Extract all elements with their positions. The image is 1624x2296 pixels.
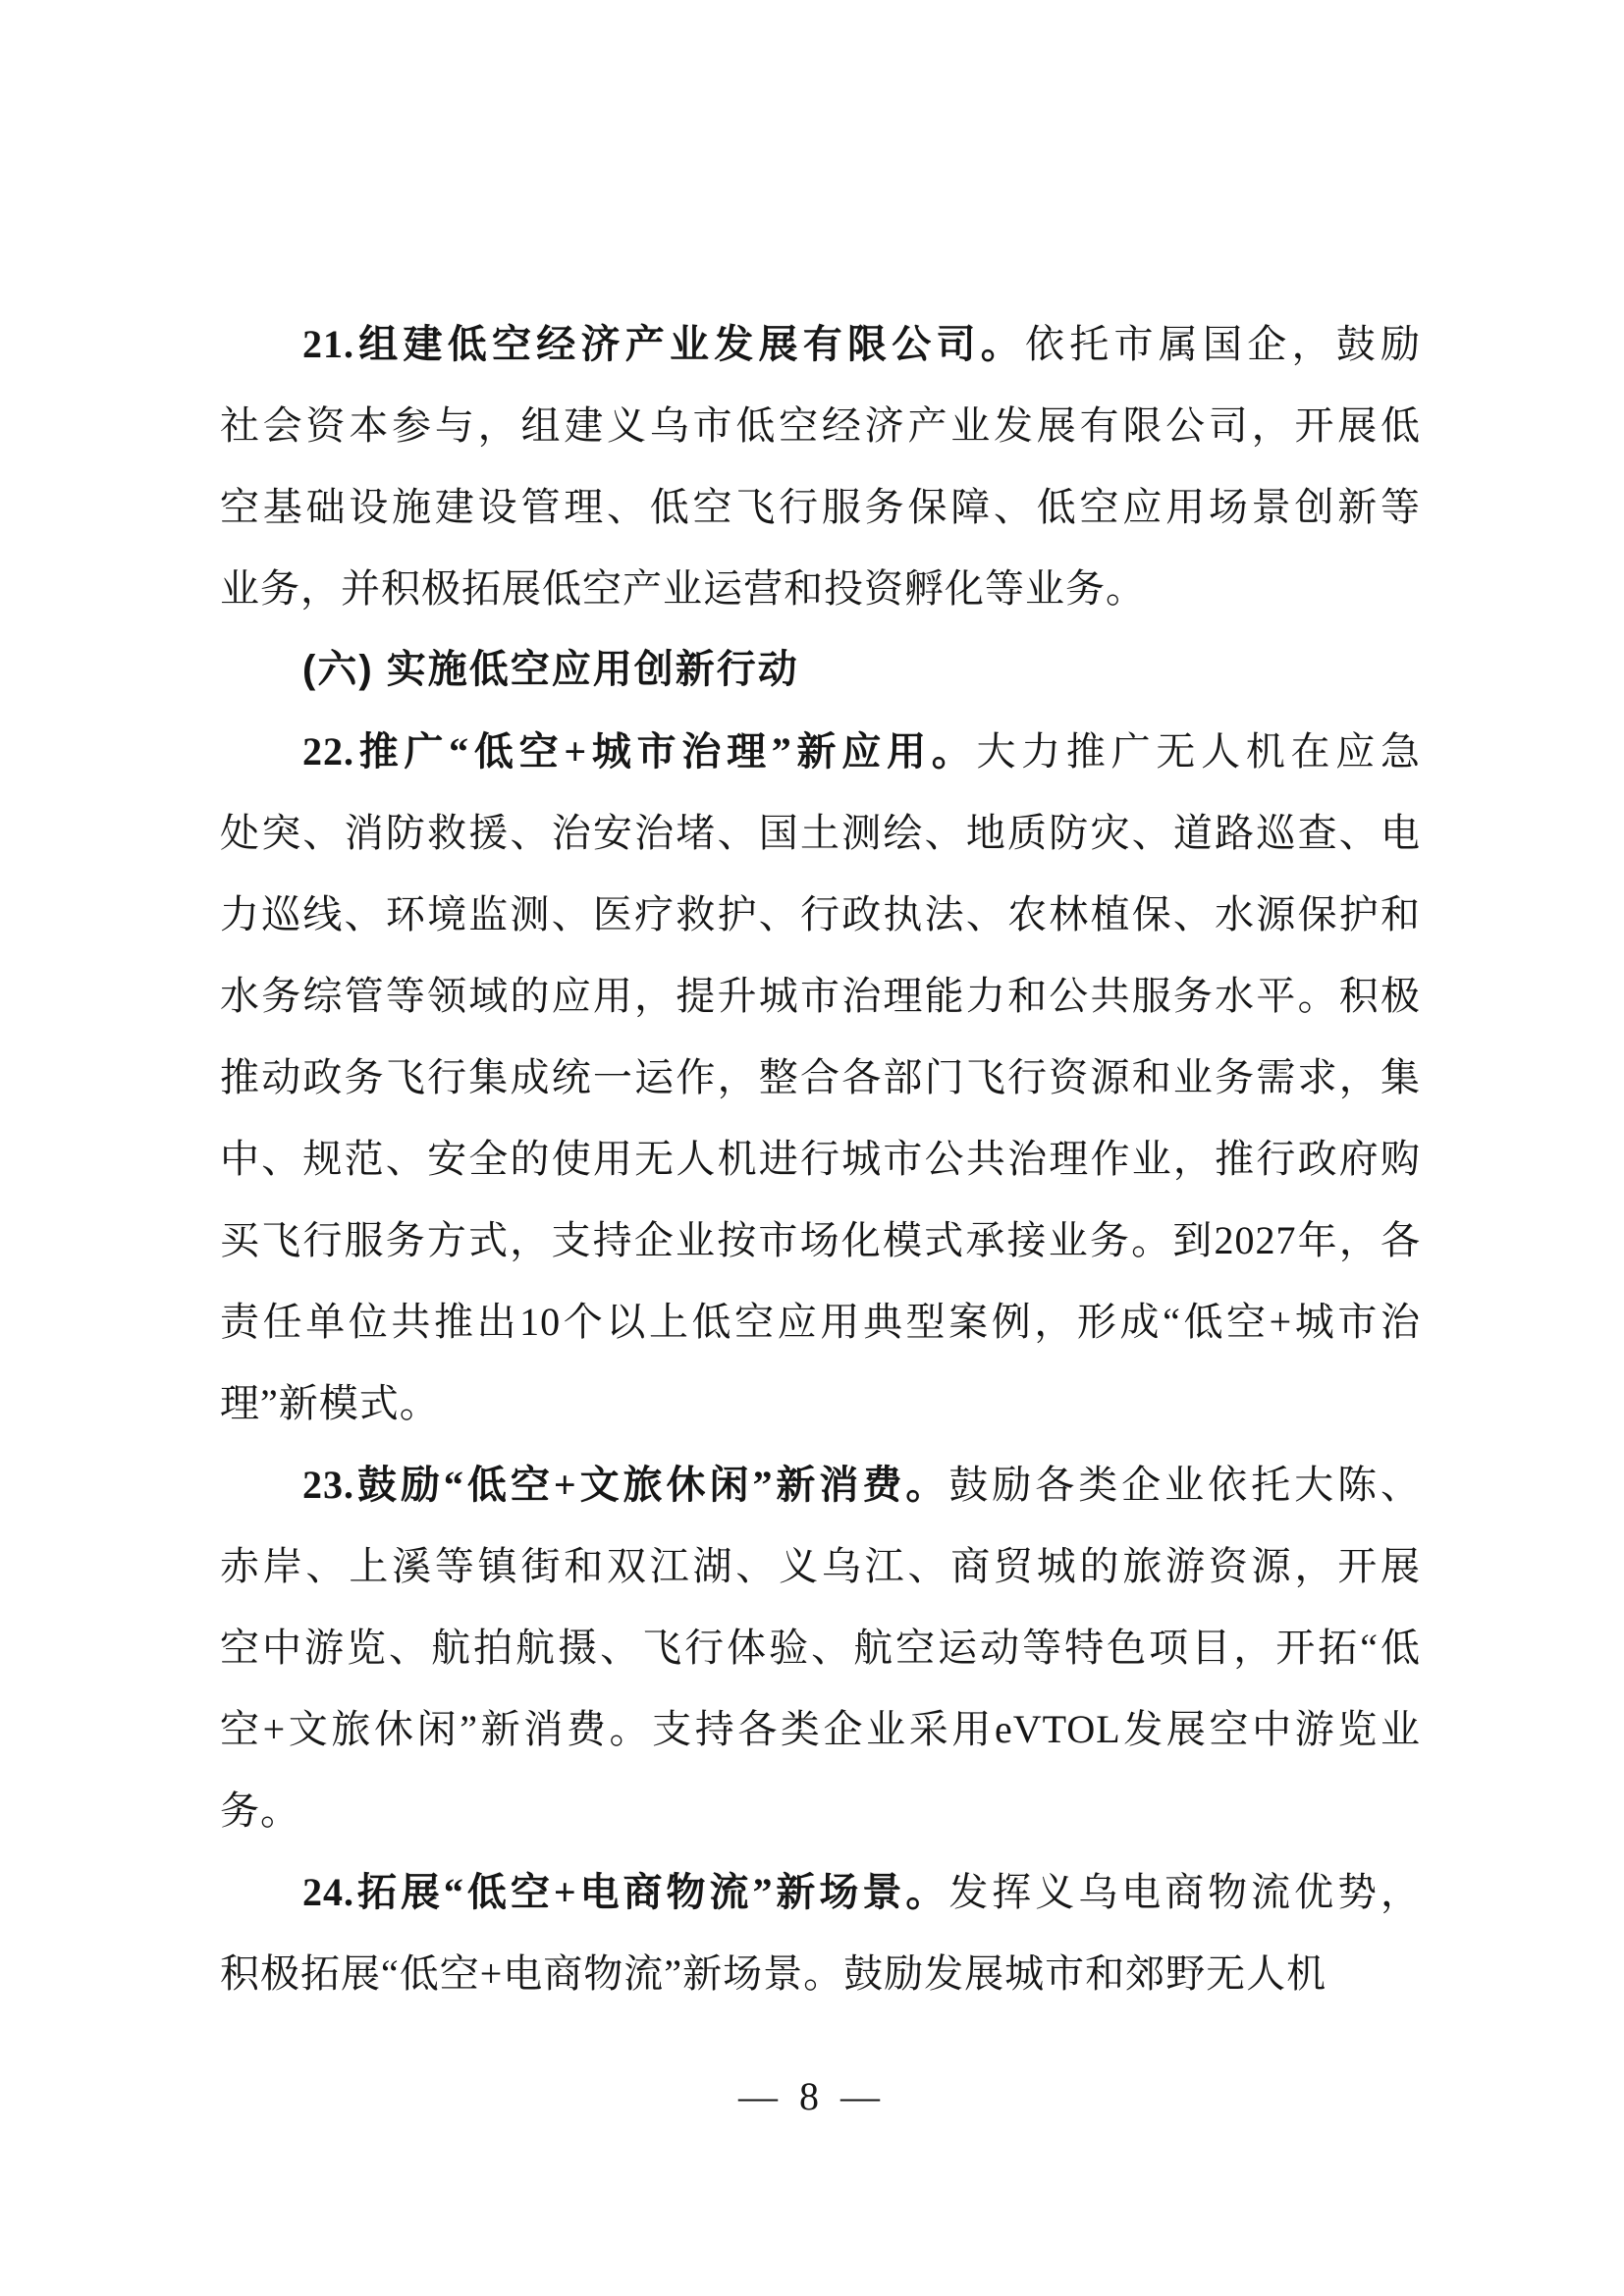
text-line [220,955,1421,1037]
paragraph-text: 务。 [220,1789,300,1833]
paragraph-text: 买飞行服务方式，支持企业按市场化模式承接业务。到2027年，各 [220,1218,1421,1262]
text-line [220,1933,1421,2014]
paragraph-text: 大力推广无人机在应急 [976,729,1421,774]
paragraph-text: 鼓励各类企业依托大陈、 [948,1463,1421,1507]
text-line [220,711,1421,792]
paragraph-text: 空+文旅休闲”新消费。支持各类企业采用eVTOL发展空中游览业 [220,1707,1421,1751]
paragraph-lead-bold: 22.推广“低空+城市治理”新应用。 [302,729,977,774]
text-line [220,466,1421,548]
text-line [220,1607,1421,1688]
paragraph-23 [220,1444,1421,1851]
paragraph-text: 理”新模式。 [220,1381,440,1425]
text-line [220,1362,1421,1444]
paragraph-lead-bold: 24.拓展“低空+电商物流”新场景。 [302,1870,949,1914]
text-line [220,792,1421,874]
text-line [220,629,1421,711]
paragraph-text: 依托市属国企，鼓励 [1025,322,1421,366]
paragraph-text: 责任单位共推出10个以上低空应用典型案例，形成“低空+城市治 [220,1300,1421,1344]
text-line [220,1200,1421,1281]
paragraph-text: 推动政务飞行集成统一运作，整合各部门飞行资源和业务需求，集 [220,1055,1421,1099]
text-line [220,548,1421,629]
paragraph-text: 发挥义乌电商物流优势， [948,1870,1421,1914]
page-footer [0,2073,1624,2119]
text-line [220,1770,1421,1851]
text-line [220,1525,1421,1607]
text-line [220,1444,1421,1525]
paragraph-text: 力巡线、环境监测、医疗救护、行政执法、农林植保、水源保护和 [220,892,1421,936]
paragraph-text: 空基础设施建设管理、低空飞行服务保障、低空应用场景创新等 [220,485,1421,529]
paragraph-24 [220,1851,1421,2014]
paragraph-text: 水务综管等领域的应用，提升城市治理能力和公共服务水平。积极 [220,974,1421,1018]
paragraph-text: 业务，并积极拓展低空产业运营和投资孵化等业务。 [220,566,1146,611]
paragraph-lead-bold: 21.组建低空经济产业发展有限公司。 [302,322,1025,366]
paragraph-22 [220,711,1421,1444]
paragraph-text: 社会资本参与，组建义乌市低空经济产业发展有限公司，开展低 [220,403,1421,448]
document-content [220,303,1421,2014]
text-line [220,1688,1421,1770]
text-line [220,1851,1421,1933]
text-line [220,874,1421,955]
text-line [220,1118,1421,1200]
paragraph-text: 积极拓展“低空+电商物流”新场景。鼓励发展城市和郊野无人机 [220,1951,1327,1996]
paragraph-text: 赤岸、上溪等镇街和双江湖、义乌江、商贸城的旅游资源，开展 [220,1544,1421,1588]
paragraph-text: 处突、消防救援、治安治堵、国土测绘、地质防灾、道路巡查、电 [220,811,1421,855]
text-line [220,385,1421,466]
paragraph-text: 空中游览、航拍航摄、飞行体验、航空运动等特色项目，开拓“低 [220,1626,1421,1670]
text-line [220,1281,1421,1362]
paragraph-21 [220,303,1421,629]
paragraph-text: 中、规范、安全的使用无人机进行城市公共治理作业，推行政府购 [220,1137,1421,1181]
text-line [220,1037,1421,1118]
page-number: — 8 — [738,2074,886,2118]
heading-section-6 [220,629,1421,711]
paragraph-lead-bold: 23.鼓励“低空+文旅休闲”新消费。 [302,1463,949,1507]
text-line [220,303,1421,385]
paragraph-lead-bold: (六) 实施低空应用创新行动 [302,648,799,691]
